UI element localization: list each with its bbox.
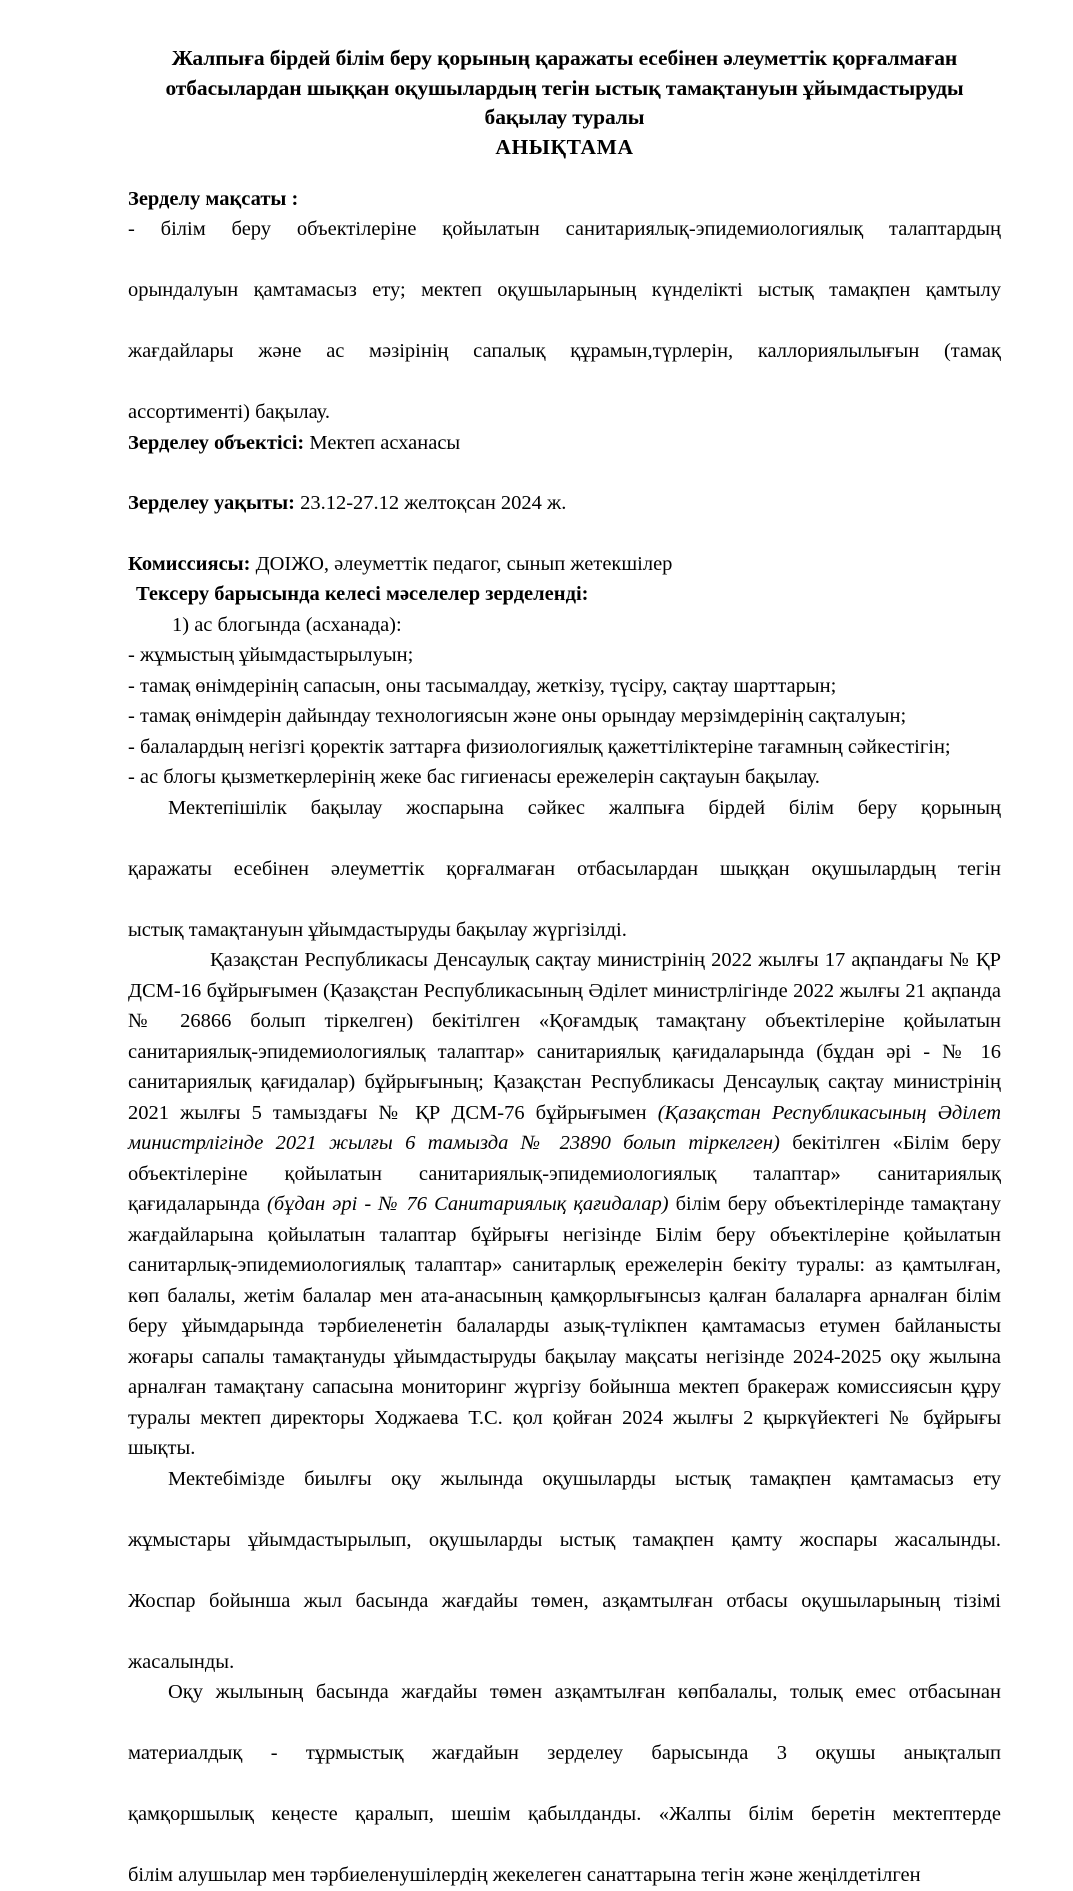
students-line-3: қамқоршылық кеңесте қаралып, шешім қабылданды. «Жалпы білім беретін мектептерде [128, 1803, 1001, 1825]
school-year-line-4: жасалынды. [128, 1650, 235, 1673]
title-line-2: отбасылардан шыққан оқушылардың тегін ыстық тамақтануын ұйымдастыруды [165, 75, 964, 100]
title-line-1: Жалпыға бірдей білім беру қорының қаражаты есебінен әлеуметтік қорғалмаған [171, 46, 958, 70]
purpose-body [128, 214, 1001, 428]
legal-segment-normal-3: білім беру объектілерінде тамақтану жағдайларына қойылатын талаптар бұйрығы негізінде Білім беру объектілеріне қойылатын санитарлық-эпидемиологиялық талаптар» санитарлық ережелерін бекіту туралы: аз қамтылған, көп балалы, жетім балалар мен ата-анасының қамқорлығынсыз қалған балаларға арналған білім беру ұйымдарында тәрбиеленетін балаларды азық-түлікпен қамтамасыз етумен байланысты жоғары сапалы тамақтануды ұйымдастыруды бақылау мақсаты негізінде 2024-2025 оқу жылына арналған тамақтану сапасына мониторинг жүргізу бойынша мектеп бракераж комиссиясын құру туралы мектеп директоры Ходжаева Т.С. қол қойған 2024 жылғы 2 қыркүйектегі № бұйрығы шықты. [128, 1193, 1001, 1459]
list-item [128, 701, 1001, 732]
school-year-line-1: Мектебімізде биылғы оқу жылында оқушыларды ыстық тамақпен қамтамасыз ету [168, 1467, 1001, 1490]
school-year-line-3: Жоспар бойынша жыл басында жағдайы төмен, азқамтылған отбасы оқушыларының тізімі [128, 1589, 1001, 1612]
period-row [128, 488, 1001, 519]
document-subtitle: АНЫҚТАМА [495, 134, 634, 159]
students-line-4: білім алушылар мен тәрбиеленушілердің жекелеген санаттарына тегін және жеңілдетілген [128, 1864, 921, 1886]
purpose-line-2: орындалуын қамтамасыз ету; мектеп оқушыларының күнделікті ыстық тамақпен қамтылу [128, 279, 1001, 301]
school-control-line-3: ыстық тамақтануын ұйымдастыруды бақылау жүргізілді. [128, 918, 627, 941]
spacer [128, 458, 1001, 488]
list-item-label: - тамақ өнімдерінің сапасын, оны тасымалдау, жеткізу, түсіру, сақтау шарттарын; [128, 674, 837, 697]
list-item-label: - тамақ өнімдерін дайындау технологиясын және оны орындау мерзімдерінің сақталуын; [128, 705, 907, 727]
check-heading [128, 579, 1001, 610]
school-control-line-2: қаражаты есебінен әлеуметтік қорғалмаған отбасылардан шыққан оқушылардың тегін [128, 857, 1001, 880]
object-label: Зерделеу объектісі: [128, 431, 305, 454]
purpose-label-text: Зерделу мақсаты : [128, 187, 299, 210]
paragraph-legal [128, 945, 1001, 1464]
list-item [128, 732, 1001, 763]
legal-segment-italic-2: (бұдан әрі - № 76 Санитариялық қағидалар) [267, 1193, 669, 1215]
spacer [128, 162, 1001, 184]
paragraph-school-control [128, 793, 1001, 946]
purpose-line-1: - білім беру объектілеріне қойылатын санитариялық-эпидемиологиялық талаптардың [128, 218, 1001, 240]
school-control-line-1: Мектепішілік бақылау жоспарына сәйкес жалпыға бірдей білім беру қорының [168, 796, 1001, 819]
commission-row [128, 549, 1001, 580]
purpose-line-4: ассортименті) бақылау. [128, 401, 330, 423]
list-item [128, 762, 1001, 793]
purpose-label [128, 184, 1001, 215]
legal-segment-normal-1: Қазақстан Республикасы Денсаулық сақтау министрінің 2022 жылғы 17 ақпандағы № ҚР ДСМ-16 бұйрығымен (Қазақстан Республикасының Әділет министрлігінде 2022 жылғы 21 ақпанда № 26866 болып тіркелген) бекітілген «Қоғамдық тамақтану объектілеріне қойылатын санитариялық-эпидемиологиялық талаптар» санитариялық қағидаларында (бұдан әрі - № 16 санитариялық қағидалар) бұйрығының; Қазақстан Республикасы Денсаулық сақтау министрінің 2021 жылғы 5 тамыздағы № ҚР ДСМ-76 бұйрығымен [128, 949, 1001, 1124]
commission-value: ДОІЖО, әлеуметтік педагог, сынып жетекшілер [255, 552, 673, 575]
paragraph-school-year [128, 1464, 1001, 1678]
list-intro: 1) ас блогында (асханада): [172, 613, 402, 636]
object-value: Мектеп асханасы [309, 431, 461, 454]
students-line-2: материалдық - тұрмыстық жағдайын зерделеу барысында 3 оқушы анықталып [128, 1742, 1001, 1764]
legal-segment-italic-1: (Қазақстан Республикасының Әділет министрлігінде 2021 жылғы 6 тамызда № 23890 болып тіркелген) [128, 1101, 1001, 1154]
purpose-line-3: жағдайлары және ас мәзірінің сапалық құрамын,түрлерін, каллориялылығын (тамақ [128, 340, 1001, 362]
list-item [128, 640, 1001, 671]
title-line-3: бақылау туралы [484, 105, 645, 129]
period-label: Зерделеу уақыты: [128, 492, 295, 514]
list-item-label: - балалардың негізгі қоректік заттарға физиологиялық қажеттіліктеріне тағамның сәйкестігін; [128, 735, 951, 758]
spacer [128, 519, 1001, 549]
list-item-label: - жұмыстың ұйымдастырылуын; [128, 644, 414, 666]
paragraph-students [128, 1677, 1001, 1891]
period-value: 23.12-27.12 желтоқсан 2024 ж. [300, 492, 567, 514]
object-row [128, 428, 1001, 459]
school-year-line-2: жұмыстары ұйымдастырылып, оқушыларды ыстық тамақпен қамту жоспары жасалынды. [128, 1528, 1001, 1551]
check-heading-text: Тексеру барысында келесі мәселелер зерделенді: [136, 583, 589, 605]
list-item [128, 671, 1001, 702]
list-item-label: - ас блогы қызметкерлерінің жеке бас гигиенасы ережелерін сақтауын бақылау. [128, 766, 820, 788]
students-line-1: Оқу жылының басында жағдайы төмен азқамтылған көпбалалы, толық емес отбасынан [168, 1681, 1001, 1703]
page-title [128, 44, 1001, 133]
legal-segment-normal-2: бекітілген «Білім беру объектілеріне қойылатын санитариялық-эпидемиологиялық талаптар» санитариялық қағидаларында [128, 1132, 1001, 1215]
commission-label: Комиссиясы: [128, 552, 251, 575]
